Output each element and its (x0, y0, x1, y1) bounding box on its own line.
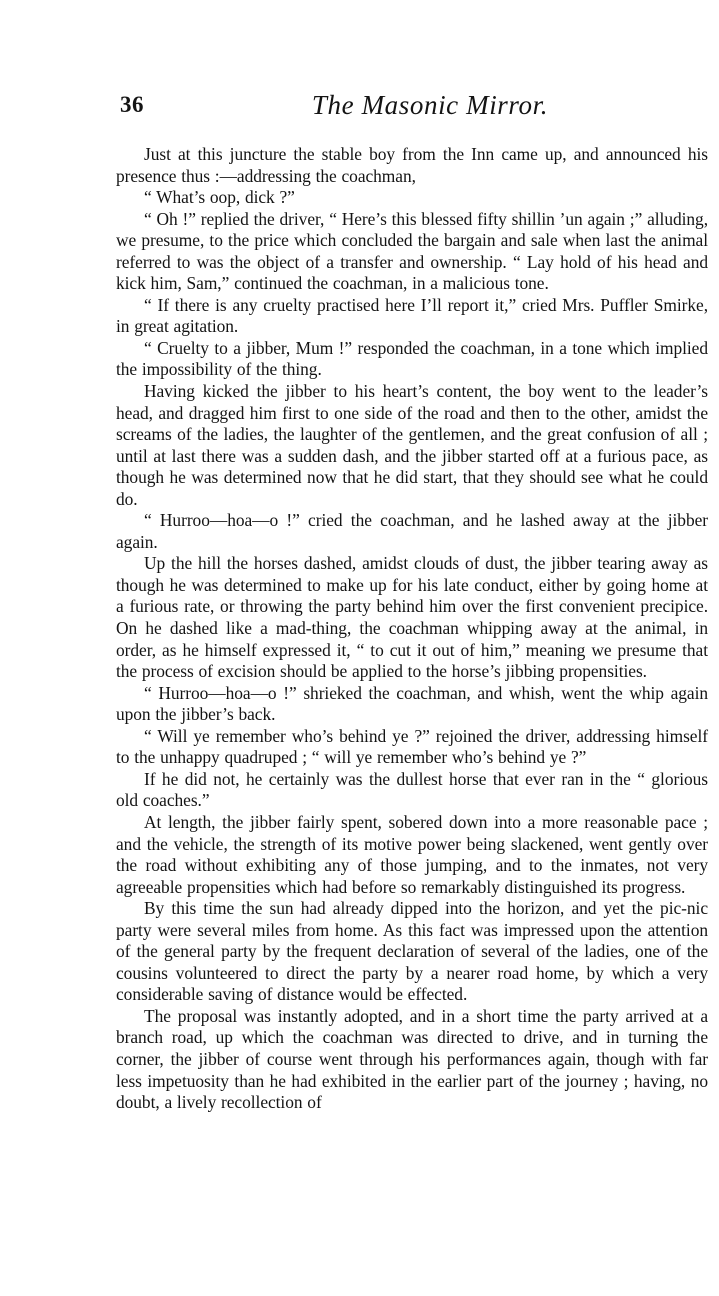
paragraph: “ Hurroo—hoa—o !” cried the coachman, and he lashed away at the jibber again. (116, 510, 708, 552)
paragraph: By this time the sun had already dipped into the horizon, and yet the pic-nic party were several miles from home. As this fact was impressed upon the attention of the general party by the frequent declaration of several of the ladies, one of the cousins volunteered to direct the party by a nearer road home, by which a very considerable saving of distance would be effected. (116, 898, 708, 1005)
paragraph: Having kicked the jibber to his heart’s content, the boy went to the leader’s head, and dragged him first to one side of the road and then to the other, amidst the screams of the ladies, the laughter of the gentlemen, and the great confusion of all ; until at last there was a sudden dash, and the jibber started off at a furious pace, as though he was determined now that he did start, that they should see what he could do. (116, 381, 708, 509)
paragraph: The proposal was instantly adopted, and in a short time the party arrived at a branch road, up which the coachman was directed to drive, and in turning the corner, the jibber of course went through his performances again, though with far less impetuosity than he had exhibited in the earlier part of the journey ; having, no doubt, a lively recollection of (116, 1005, 708, 1113)
paragraph: “ Cruelty to a jibber, Mum !” responded the coachman, in a tone which implied the impossibility of the thing. (116, 337, 708, 380)
paragraph: Up the hill the horses dashed, amidst clouds of dust, the jibber tearing away as though he was determined to make up for his late conduct, either by going home at a furious rate, or throwing the party behind him over the first convenient precipice. On he dashed like a mad-thing, the coachman whipping away at the animal, in order, as he himself expressed it, “ to cut it out of him,” meaning we presume that the process of excision should be applied to the horse’s jibbing propensities. (116, 553, 708, 682)
running-head (116, 86, 708, 126)
body-text (116, 144, 708, 1114)
page-title: The Masonic Mirror. (311, 90, 549, 120)
page-number: 36 (120, 92, 144, 117)
book-page (116, 86, 708, 1114)
paragraph: “ Hurroo—hoa—o !” shrieked the coachman, and whish, went the whip again upon the jibber’s back. (116, 682, 708, 725)
paragraph: “ Oh !” replied the driver, “ Here’s this blessed fifty shillin ’un again ;” alluding, we presume, to the price which concluded the bargain and sale when last the animal referred to was the object of a transfer and ownership. “ Lay hold of his head and kick him, Sam,” continued the coachman, in a malicious tone. (116, 208, 708, 294)
paragraph: If he did not, he certainly was the dullest horse that ever ran in the “ glorious old coaches.” (116, 768, 708, 811)
paragraph: “ Will ye remember who’s behind ye ?” rejoined the driver, addressing himself to the unhappy quadruped ; “ will ye remember who’s behind ye ?” (116, 725, 708, 768)
paragraph: “ If there is any cruelty practised here I’ll report it,” cried Mrs. Puffler Smirke, in great agitation. (116, 294, 708, 337)
paragraph: At length, the jibber fairly spent, sobered down into a more reasonable pace ; and the vehicle, the strength of its motive power being slackened, went gently over the road without exhibiting any of those jumping, and to the inmates, not very agreeable propensities which had before so remarkably distinguished its progress. (116, 811, 708, 897)
paragraph: “ What’s oop, dick ?” (144, 187, 295, 208)
paragraph: Just at this juncture the stable boy from the Inn came up, and announced his presence thus :—addressing the coachman, (116, 144, 708, 186)
